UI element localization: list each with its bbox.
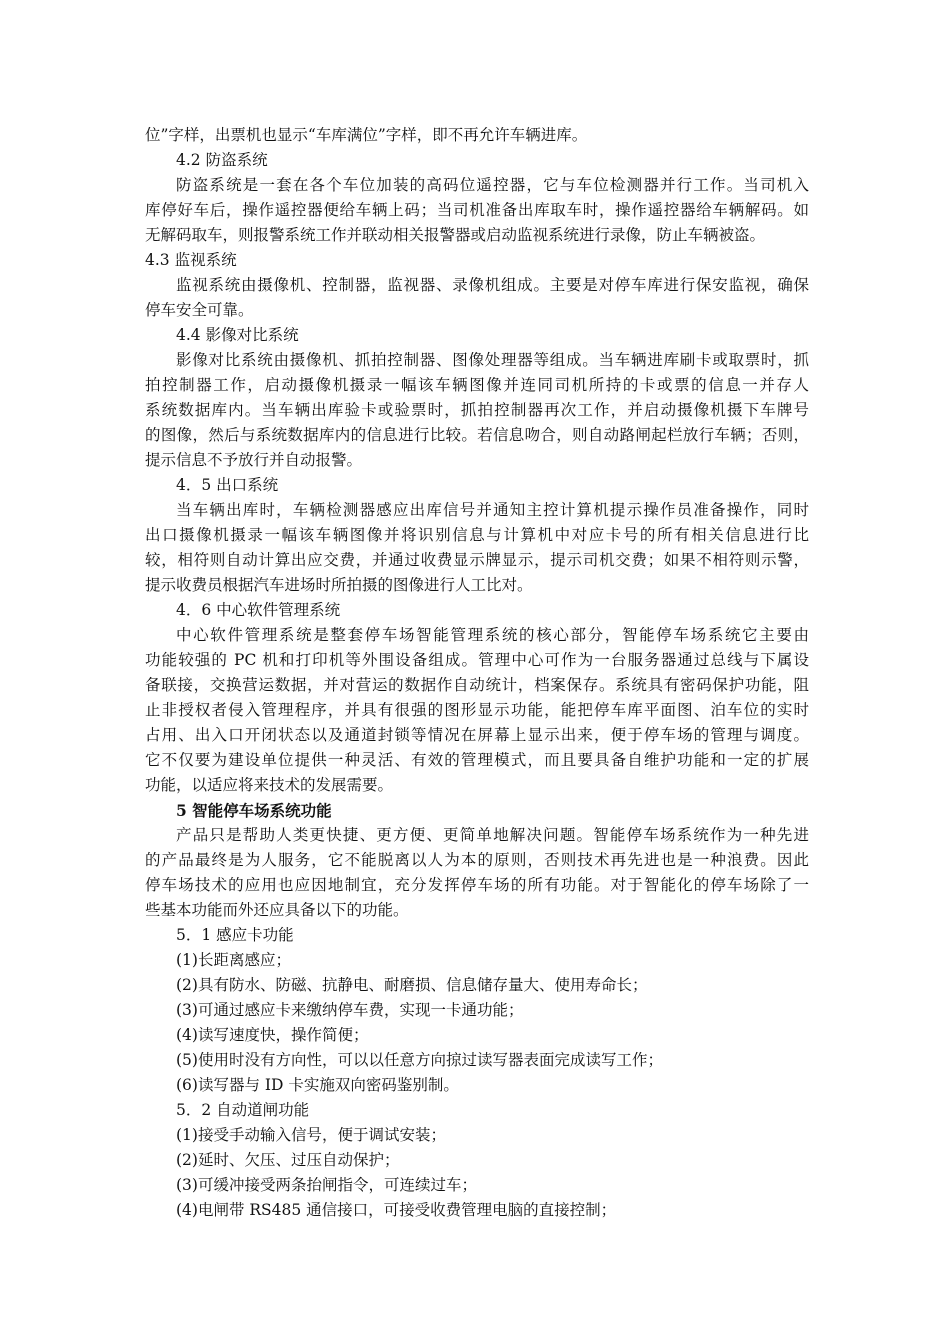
text-line: 影像对比系统由摄像机、抓拍控制器、图像处理器等组成。当车辆进库刷卡或取票时，抓 [176, 351, 809, 369]
text-line: 4.2 防盗系统 [176, 151, 268, 169]
text-line: 出口摄像机摄录一幅该车辆图像并将识别信息与计算机中对应卡号的所有相关信息进行比 [145, 526, 809, 544]
text-line: 的产品最终是为人服务，它不能脱离以人为本的原则，否则技术再先进也是一种浪费。因此 [145, 851, 809, 869]
text-line: 提示收费员根据汽车进场时所拍摄的图像进行人工比对。 [145, 576, 533, 594]
text-line: 拍控制器工作，启动摄像机摄录一幅该车辆图像并连同司机所持的卡或票的信息一并存人 [145, 376, 809, 394]
text-line: 功能，以适应将来技术的发展需要。 [145, 776, 394, 794]
text-line: (3)可缓冲接受两条抬闸指令，可连续过车； [176, 1176, 477, 1194]
text-line: 占用、出入口开闭状态以及通道封锁等情况在屏幕上显示出来，便于停车场的管理与调度。 [145, 726, 809, 744]
text-line: 产品只是帮助人类更快捷、更方便、更简单地解决问题。智能停车场系统作为一种先进 [176, 826, 809, 844]
text-line: 提示信息不予放行并自动报警。 [145, 451, 363, 469]
text-line: 备联接，交换营运数据，并对营运的数据作自动统计，档案保存。系统具有密码保护功能，阻 [145, 676, 809, 694]
text-line: (4)电闸带 RS485 通信接口，可接受收费管理电脑的直接控制； [176, 1201, 617, 1219]
text-line: (2)延时、欠压、过压自动保护； [176, 1151, 400, 1169]
text-line: (4)读写速度快，操作简便； [176, 1026, 369, 1044]
text-line: 系统数据库内。当车辆出库验卡或验票时，抓拍控制器再次工作，并启动摄像机摄下车牌号 [145, 401, 809, 419]
text-line: 5．1 感应卡功能 [176, 926, 294, 944]
section-heading: 5 智能停车场系统功能 [176, 801, 332, 820]
text-line: 的图像，然后与系统数据库内的信息进行比较。若信息吻合，则自动路闸起栏放行车辆；否则， [145, 426, 809, 444]
text-line: (1)长距离感应； [176, 951, 291, 969]
text-line: 止非授权者侵入管理程序，并具有很强的图形显示功能，能把停车库平面图、泊车位的实时 [145, 701, 809, 719]
text-line: 当车辆出库时，车辆检测器感应出库信号并通知主控计算机提示操作员准备操作，同时 [176, 501, 809, 519]
text-line: 无解码取车，则报警系统工作并联动相关报警器或启动监视系统进行录像，防止车辆被盗。 [145, 226, 766, 244]
text-line: (6)读写器与 ID 卡实施双向密码鉴别制。 [176, 1076, 459, 1094]
text-line: 4．5 出口系统 [176, 476, 279, 494]
text-line: (1)接受手动输入信号，便于调试安装； [176, 1126, 446, 1144]
text-line: 些基本功能而外还应具备以下的功能。 [145, 901, 409, 919]
text-line: 4.3 监视系统 [145, 251, 237, 269]
text-line: 防盗系统是一套在各个车位加装的高码位遥控器，它与车位检测器并行工作。当司机入 [176, 176, 809, 194]
text-line: 较，相符则自动计算出应交费，并通过收费显示牌显示，提示司机交费；如果不相符则示警， [145, 551, 809, 569]
text-line: (5)使用时没有方向性，可以以任意方向掠过读写器表面完成读写工作； [176, 1051, 663, 1069]
text-line: 5．2 自动道闸功能 [176, 1101, 310, 1119]
text-line: 中心软件管理系统是整套停车场智能管理系统的核心部分，智能停车场系统它主要由 [176, 626, 809, 644]
text-line: 库停好车后，操作遥控器便给车辆上码；当司机准备出库取车时，操作遥控器给车辆解码。如 [145, 201, 809, 219]
text-line: 停车场技术的应用也应因地制宜，充分发挥停车场的所有功能。对于智能化的停车场除了一 [145, 876, 809, 894]
text-line: (3)可通过感应卡来缴纳停车费，实现一卡通功能； [176, 1001, 524, 1019]
text-line: 4．6 中心软件管理系统 [176, 601, 341, 619]
text-line: (2)具有防水、防磁、抗静电、耐磨损、信息储存量大、使用寿命长； [176, 976, 648, 994]
document-page [145, 123, 809, 1223]
text-line: 监视系统由摄像机、控制器，监视器、录像机组成。主要是对停车库进行保安监视，确保 [176, 276, 809, 294]
text-line: 4.4 影像对比系统 [176, 326, 299, 344]
text-line: 停车安全可靠。 [145, 301, 254, 319]
text-line: 位”字样，出票机也显示“车库满位”字样，即不再允许车辆进库。 [145, 126, 588, 144]
text-line: 功能较强的 PC 机和打印机等外围设备组成。管理中心可作为一台服务器通过总线与下属设 [145, 651, 809, 669]
text-line: 它不仅要为建设单位提供一种灵活、有效的管理模式，而且要具备自维护功能和一定的扩展 [145, 751, 809, 769]
